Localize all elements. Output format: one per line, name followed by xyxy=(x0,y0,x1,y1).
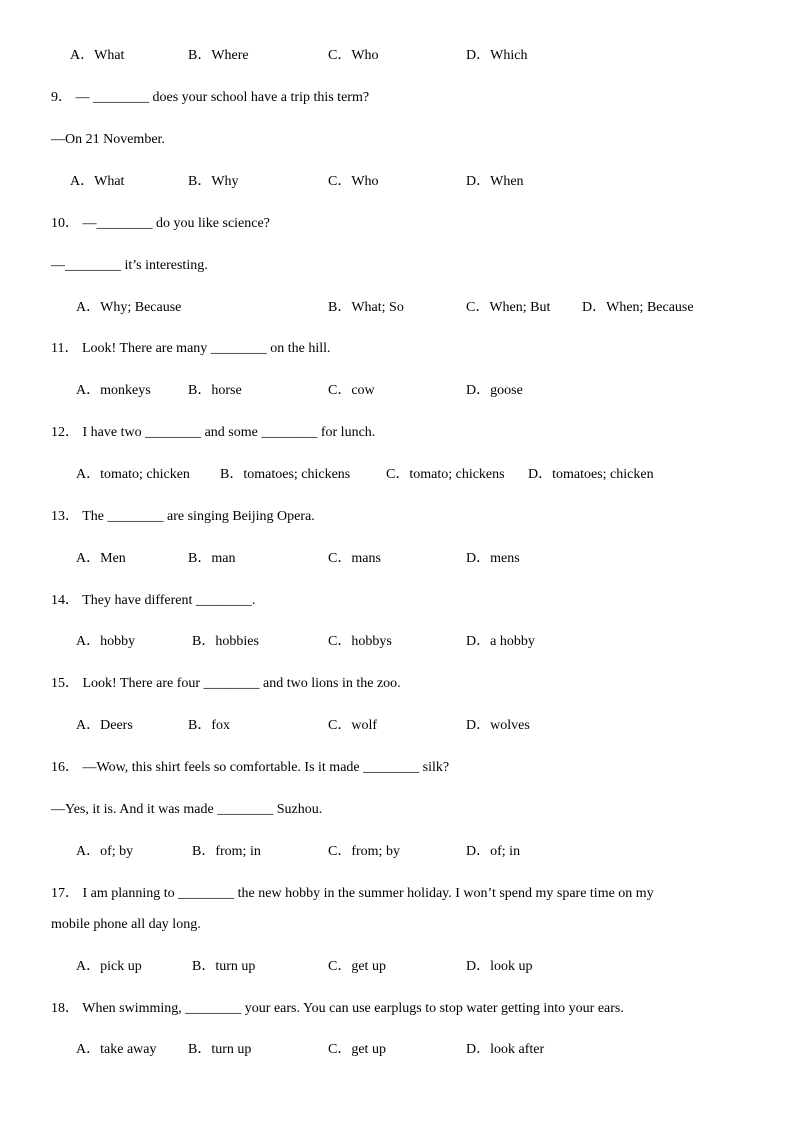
option-text: Which xyxy=(490,48,528,63)
option-text: Why xyxy=(211,174,239,189)
option-text: tomatoes; chickens xyxy=(243,467,351,482)
question-number: 10． xyxy=(51,216,79,231)
q18-stem xyxy=(51,1001,624,1017)
option-text: get up xyxy=(351,959,386,974)
option-text: get up xyxy=(351,1042,386,1057)
q14-stem xyxy=(51,593,255,609)
option-letter: B． xyxy=(192,844,216,859)
option-text: of; in xyxy=(490,844,521,859)
q18-option-a[interactable] xyxy=(76,1042,156,1058)
q12-option-a[interactable] xyxy=(76,467,190,483)
question-text: The ________ are singing Beijing Opera. xyxy=(82,509,315,524)
q15-option-b[interactable] xyxy=(188,718,230,734)
q13-option-b[interactable] xyxy=(188,551,235,567)
q10-option-b[interactable] xyxy=(328,300,404,316)
option-text: mans xyxy=(351,551,381,566)
option-letter: B． xyxy=(328,300,352,315)
option-text: Why; Because xyxy=(100,300,182,315)
question-text: —________ do you like science? xyxy=(82,216,270,231)
q16-option-a[interactable] xyxy=(76,844,133,860)
option-letter: D． xyxy=(466,48,491,63)
option-letter: D． xyxy=(528,467,553,482)
option-letter: B． xyxy=(220,467,244,482)
q9-option-b[interactable] xyxy=(188,174,239,190)
option-letter: A． xyxy=(76,551,101,566)
option-letter: D． xyxy=(466,383,491,398)
q12-stem xyxy=(51,425,375,441)
question-text: When swimming, ________ your ears. You can use earplugs to stop water getting into your ears. xyxy=(82,1001,624,1016)
option-letter: C． xyxy=(386,467,410,482)
option-letter: A． xyxy=(76,383,101,398)
option-text: What xyxy=(94,48,125,63)
q8-option-c[interactable] xyxy=(328,48,379,64)
q17-option-d[interactable] xyxy=(466,959,533,975)
option-letter: B． xyxy=(188,383,212,398)
option-text: a hobby xyxy=(490,634,535,649)
q17-option-c[interactable] xyxy=(328,959,386,975)
option-letter: A． xyxy=(76,844,101,859)
question-number: 18． xyxy=(51,1001,79,1016)
option-letter: D． xyxy=(466,718,491,733)
option-text: hobbies xyxy=(215,634,259,649)
option-letter: A． xyxy=(70,48,95,63)
option-text: tomato; chicken xyxy=(100,467,190,482)
option-text: cow xyxy=(351,383,375,398)
q11-option-a[interactable] xyxy=(76,383,151,399)
q16-stem xyxy=(51,760,449,776)
option-letter: A． xyxy=(76,467,101,482)
q15-option-d[interactable] xyxy=(466,718,530,734)
q8-option-a[interactable] xyxy=(70,48,124,64)
option-letter: B． xyxy=(188,1042,212,1057)
option-letter: B． xyxy=(192,959,216,974)
option-letter: A． xyxy=(76,1042,101,1057)
q15-option-c[interactable] xyxy=(328,718,377,734)
question-number: 9． xyxy=(51,90,72,105)
option-letter: C． xyxy=(328,718,352,733)
option-letter: C． xyxy=(328,48,352,63)
option-letter: C． xyxy=(328,959,352,974)
option-letter: C． xyxy=(328,844,352,859)
q10-option-c[interactable] xyxy=(466,300,550,316)
q18-option-d[interactable] xyxy=(466,1042,544,1058)
option-letter: C． xyxy=(328,383,352,398)
option-text: mens xyxy=(490,551,520,566)
question-number: 14． xyxy=(51,593,79,608)
option-text: hobby xyxy=(100,634,136,649)
option-text: What xyxy=(94,174,125,189)
option-text: hobbys xyxy=(351,634,392,649)
option-text: What; So xyxy=(351,300,404,315)
option-text: turn up xyxy=(215,959,256,974)
question-text: I am planning to ________ the new hobby in the summer holiday. I won’t spend my spare time on my xyxy=(82,886,654,901)
option-letter: A． xyxy=(76,634,101,649)
question-text: —Wow, this shirt feels so comfortable. Is it made ________ silk? xyxy=(82,760,450,775)
q17-option-a[interactable] xyxy=(76,959,142,975)
option-letter: C． xyxy=(328,174,352,189)
option-text: monkeys xyxy=(100,383,151,398)
option-letter: B． xyxy=(188,174,212,189)
q15-option-a[interactable] xyxy=(76,718,133,734)
q8-option-d[interactable] xyxy=(466,48,527,64)
q9-answer-line: —On 21 November. xyxy=(51,132,165,147)
option-letter: C． xyxy=(466,300,490,315)
question-number: 16． xyxy=(51,760,79,775)
option-text: of; by xyxy=(100,844,134,859)
option-text: When; Because xyxy=(606,300,694,315)
q15-stem xyxy=(51,676,401,692)
question-text: They have different ________. xyxy=(82,593,256,608)
option-text: man xyxy=(211,551,236,566)
option-text: horse xyxy=(211,383,242,398)
option-text: turn up xyxy=(211,1042,252,1057)
option-letter: A． xyxy=(76,718,101,733)
q17-stem-continued: mobile phone all day long. xyxy=(51,917,201,932)
option-letter: B． xyxy=(188,551,212,566)
option-text: Who xyxy=(351,48,379,63)
question-number: 13． xyxy=(51,509,79,524)
option-letter: D． xyxy=(466,634,491,649)
option-text: goose xyxy=(490,383,523,398)
q9-option-d[interactable] xyxy=(466,174,524,190)
q12-option-c[interactable] xyxy=(386,467,505,483)
q10-answer-line: —________ it’s interesting. xyxy=(51,258,208,273)
q16-answer-line: —Yes, it is. And it was made ________ Suzhou. xyxy=(51,802,323,817)
option-text: tomato; chickens xyxy=(409,467,505,482)
option-text: pick up xyxy=(100,959,142,974)
question-text: — ________ does your school have a trip this term? xyxy=(75,90,370,105)
option-text: tomatoes; chicken xyxy=(552,467,654,482)
q17-stem xyxy=(51,886,654,902)
q13-option-a[interactable] xyxy=(76,551,126,567)
option-text: Where xyxy=(211,48,249,63)
question-number: 15． xyxy=(51,676,79,691)
question-text: I have two ________ and some ________ for lunch. xyxy=(82,425,376,440)
q13-stem xyxy=(51,509,315,525)
q11-option-b[interactable] xyxy=(188,383,242,399)
option-letter: D． xyxy=(466,551,491,566)
q9-option-c[interactable] xyxy=(328,174,379,190)
option-letter: D． xyxy=(466,959,491,974)
option-letter: A． xyxy=(76,959,101,974)
option-text: wolves xyxy=(490,718,530,733)
q14-option-d[interactable] xyxy=(466,634,535,650)
q18-option-b[interactable] xyxy=(188,1042,251,1058)
option-letter: C． xyxy=(328,1042,352,1057)
q16-option-d[interactable] xyxy=(466,844,520,860)
q9-option-a[interactable] xyxy=(70,174,124,190)
option-letter: D． xyxy=(466,174,491,189)
option-text: Who xyxy=(351,174,379,189)
option-letter: B． xyxy=(188,718,212,733)
option-text: Deers xyxy=(100,718,133,733)
q11-option-c[interactable] xyxy=(328,383,375,399)
option-letter: A． xyxy=(70,174,95,189)
option-text: from; in xyxy=(215,844,261,859)
option-text: take away xyxy=(100,1042,157,1057)
option-text: look up xyxy=(490,959,533,974)
option-letter: B． xyxy=(188,48,212,63)
option-text: fox xyxy=(211,718,231,733)
option-text: look after xyxy=(490,1042,545,1057)
option-text: When xyxy=(490,174,524,189)
question-number: 17． xyxy=(51,886,79,901)
option-text: from; by xyxy=(351,844,400,859)
q13-option-d[interactable] xyxy=(466,551,520,567)
option-letter: D． xyxy=(582,300,607,315)
option-letter: A． xyxy=(76,300,101,315)
q16-option-b[interactable] xyxy=(192,844,261,860)
q10-option-a[interactable] xyxy=(76,300,181,316)
q18-option-c[interactable] xyxy=(328,1042,386,1058)
q13-option-c[interactable] xyxy=(328,551,381,567)
option-text: Men xyxy=(100,551,126,566)
q17-option-b[interactable] xyxy=(192,959,255,975)
q9-stem xyxy=(51,90,369,106)
option-letter: B． xyxy=(192,634,216,649)
option-letter: D． xyxy=(466,844,491,859)
option-letter: C． xyxy=(328,634,352,649)
question-number: 11． xyxy=(51,341,79,356)
question-text: Look! There are many ________ on the hill. xyxy=(81,341,331,356)
q10-option-d[interactable] xyxy=(582,300,694,316)
q14-option-c[interactable] xyxy=(328,634,392,650)
q11-stem xyxy=(51,341,331,357)
q14-option-a[interactable] xyxy=(76,634,135,650)
option-letter: C． xyxy=(328,551,352,566)
option-letter: D． xyxy=(466,1042,491,1057)
q14-option-b[interactable] xyxy=(192,634,259,650)
question-text: Look! There are four ________ and two lions in the zoo. xyxy=(82,676,401,691)
q12-option-d[interactable] xyxy=(528,467,654,483)
q16-option-c[interactable] xyxy=(328,844,400,860)
q12-option-b[interactable] xyxy=(220,467,350,483)
question-number: 12． xyxy=(51,425,79,440)
option-text: When; But xyxy=(489,300,551,315)
q8-option-b[interactable] xyxy=(188,48,249,64)
option-text: wolf xyxy=(351,718,378,733)
q10-stem xyxy=(51,216,270,232)
q11-option-d[interactable] xyxy=(466,383,523,399)
